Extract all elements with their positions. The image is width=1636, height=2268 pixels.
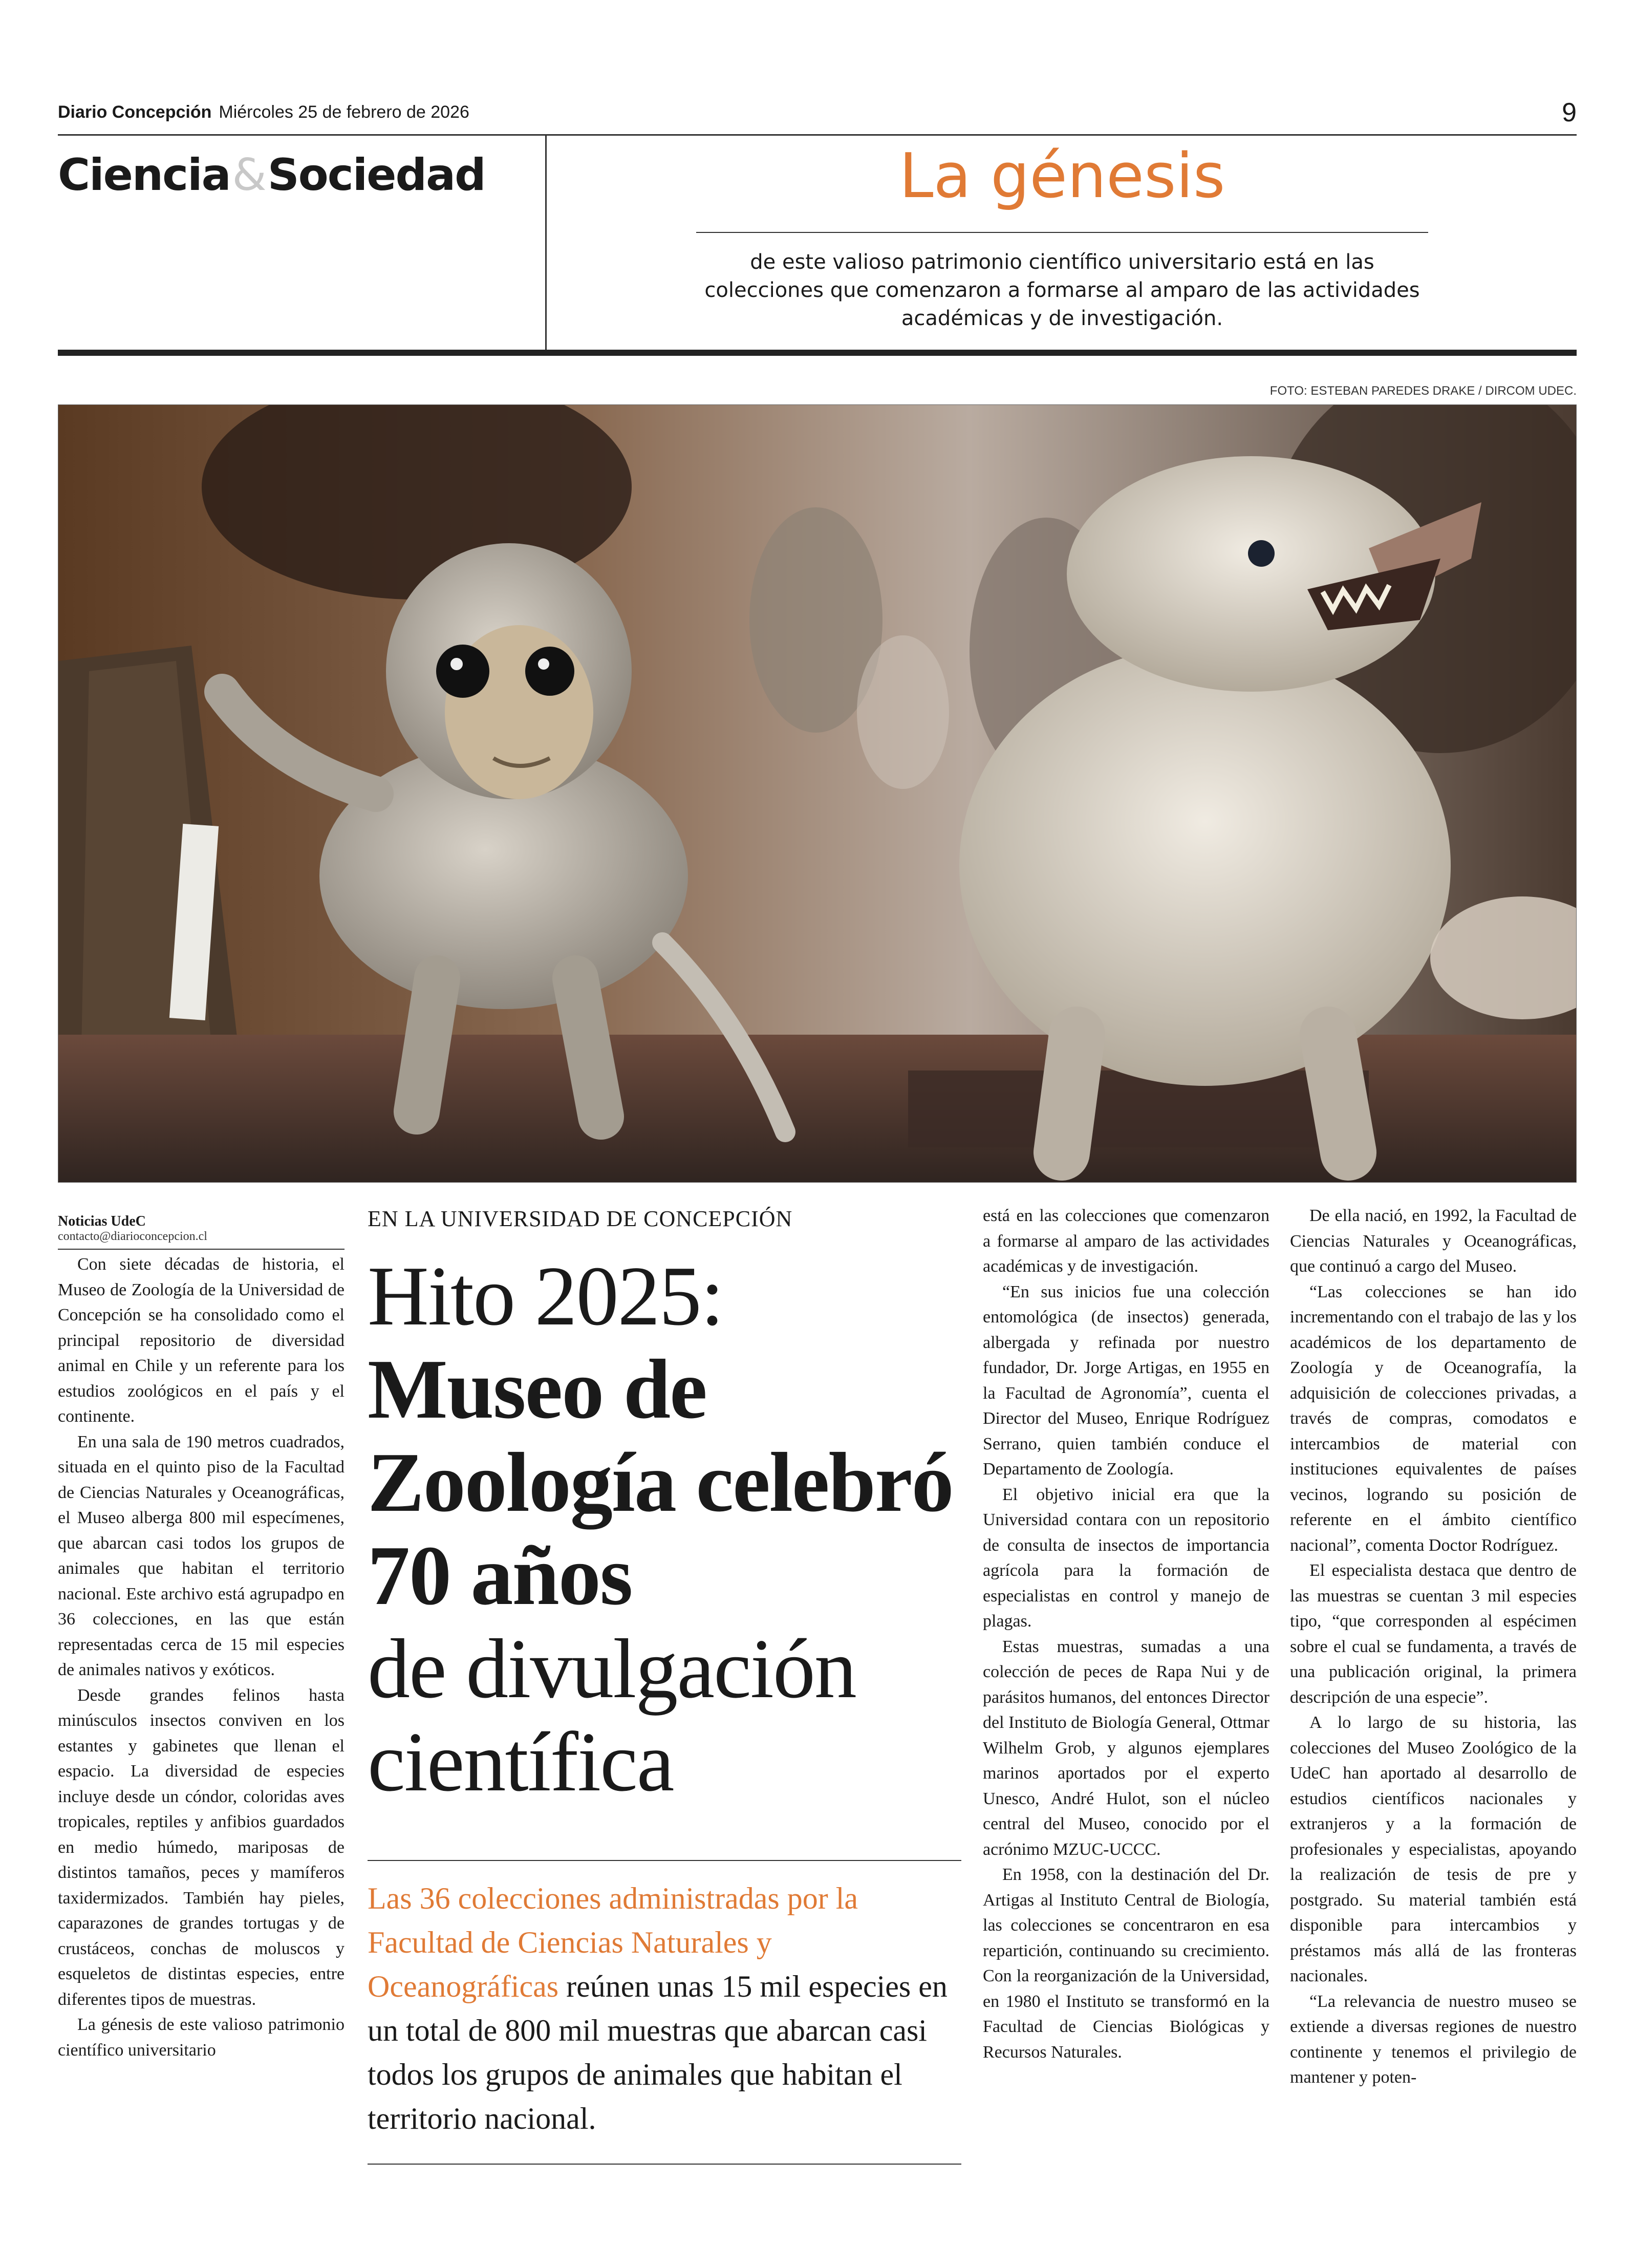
article-column-1 (58, 1252, 345, 2063)
page-number: 9 (1562, 98, 1577, 127)
paragraph: En 1958, con la destinación del Dr. Artigas al Instituto Central de Biología, las colecciones se concentraron en esa repartición, continuando su crecimiento. Con la reorganización de la Universidad, en 1980 el Instituto se transformó en la Facultad de Ciencias Biológicas y Recursos Naturales. (983, 1865, 1269, 2062)
paragraph: “Las colecciones se han ido incrementando con el trabajo de las y los académicos de los departamento de Zoología y de Oceanografía, la adquisición de colecciones privadas, a través de compras, comodatos e intercambios de material con instituciones equivalentes de países vecinos, logrando su posición de referente en el ámbito científico nacional”, comenta Doctor Rodríguez. (1290, 1282, 1577, 1555)
paragraph: A lo largo de su historia, las colecciones del Museo Zoológico de la UdeC han aportado al desarrollo de estudios científicos nacionales y extranjeros y a la formación de profesionales y especialistas, apoyando la realización de tesis de pre y postgrado. Su material también está disponible para intercambios y préstamos más allá de las fronteras nacionales. (1290, 1713, 1577, 1985)
kicker-text: de este valioso patrimonio científico universitario está en las colecciones que comenzaron a formarse al amparo de las actividades académicas y de investigación. (704, 250, 1420, 330)
headline-line-3: de divulgación científica (368, 1621, 856, 1809)
kicker-rule (696, 232, 1428, 233)
paragraph: En una sala de 190 metros cuadrados, situada en el quinto piso de la Facultad de Ciencias Naturales y Oceanográficas, el Museo alberga 800 mil especímenes, que abarcan casi todos los grupos de animales que habitan el territorio nacional. Este archivo está agrupadpo en 36 colecciones, en las que están representadas cerca de 15 mil especies de animales nativos y exóticos. (58, 1432, 345, 1679)
section-part2: Sociedad (267, 149, 485, 201)
paragraph: De ella nació, en 1992, la Facultad de Ciencias Naturales y Oceanográficas, que continuó a cargo del Museo. (1290, 1206, 1577, 1276)
paragraph: está en las colecciones que comenzaron a formarse al amparo de las actividades académicas y de investigación. (983, 1206, 1269, 1276)
section-title (58, 149, 485, 201)
deck (368, 1876, 961, 2141)
paragraph: “En sus inicios fue una colección entomológica (de insectos) generada, albergada y refinada por nuestro fundador, Dr. Jorge Artigas, en 1955 en la Facultad de Agronomía”, cuenta el Director del Museo, Enrique Rodríguez Serrano, quien también conduce el Departamento de Zoología. (983, 1282, 1269, 1479)
byline-name: Noticias UdeC (58, 1213, 146, 1229)
paragraph: El especialista destaca que dentro de las muestras se cuentan 3 mil especies tipo, “que corresponden al espécimen sobre el cual se fundamenta, a través de una publicación original, la primera descripción de una especie”. (1290, 1561, 1577, 1707)
top-rule (58, 134, 1577, 136)
paragraph: La génesis de este valioso patrimonio científico universitario (58, 2015, 345, 2060)
headline (368, 1249, 961, 1808)
kicker-highlight: La génesis (899, 141, 1225, 212)
paragraph: “La relevancia de nuestro museo se extiende a diversas regiones de nuestro continente y tenemos el privilegio de mantener y poten- (1290, 1992, 1577, 2087)
byline (58, 1213, 345, 1250)
deck-rule-top (368, 1860, 961, 1861)
paragraph: Estas muestras, sumadas a una colección de peces de Rapa Nui y de parásitos humanos, del entonces Director del Instituto de Biología General, Ottmar Wilhelm Grob, y algunos ejemplares marinos aportados por el experto Unesco, André Hulot, son el núcleo central del Museo, conocido por el acrónimo MZUC-UCCC. (983, 1637, 1269, 1859)
byline-email: contacto@diarioconcepcion.cl (58, 1230, 207, 1243)
deck-highlight: Las 36 colecciones administradas por la Facultad de Ciencias Naturales y Oceanográficas (368, 1881, 858, 2003)
paragraph: El objetivo inicial era que la Universidad contara con un repositorio de consulta de insectos de importancia agrícola para la formación de especialistas en control y manejo de plagas. (983, 1485, 1269, 1631)
taxidermy-photo-illustration (58, 405, 1577, 1183)
section-ampersand: & (232, 149, 266, 201)
issue-date: Miércoles 25 de febrero de 2026 (219, 102, 469, 122)
byline-rule (58, 1249, 345, 1250)
header-thick-rule (58, 350, 1577, 356)
article-column-4 (1290, 1203, 1577, 2090)
article-column-3 (983, 1203, 1269, 2065)
header-divider (545, 136, 547, 350)
article-photo (58, 404, 1577, 1183)
paragraph: Con siete décadas de historia, el Museo de Zoología de la Universidad de Concepción se ha consolidado como el principal repositorio de diversidad animal en Chile y un referente para los estudios zoológicos en el país y el continente. (58, 1255, 345, 1426)
pretitle: EN LA UNIVERSIDAD DE CONCEPCIÓN (368, 1206, 793, 1231)
paragraph: Desde grandes felinos hasta minúsculos insectos conviven en los estantes y gabinetes que llenan el espacio. La diversidad de especies incluye desde un cóndor, coloridas aves tropicales, reptiles y anfibios guardados en medio húmedo, mariposas de distintos tamaños, peces y mamíferos taxidermizados. También hay pieles, caparazones de grandes tortugas y de crustáceos, conchas de moluscos y esqueletos de distintas especies, entre diferentes tipos de muestras. (58, 1685, 345, 2009)
headline-line-1: Hito 2025: (368, 1249, 723, 1343)
deck-text: reúnen unas 15 mil especies en un total de 800 mil muestras que abarcan casi todos los grupos de animales que habitan el territorio nacional. (368, 1970, 948, 2135)
deck-rule-bottom (368, 2164, 961, 2165)
paper-name: Diario Concepción (58, 102, 212, 122)
masthead (58, 98, 1577, 133)
section-part1: Ciencia (58, 149, 230, 201)
headline-line-2: Museo de Zoología celebró 70 años (368, 1342, 953, 1622)
photo-credit: FOTO: ESTEBAN PAREDES DRAKE / DIRCOM UDEC. (1269, 384, 1577, 398)
